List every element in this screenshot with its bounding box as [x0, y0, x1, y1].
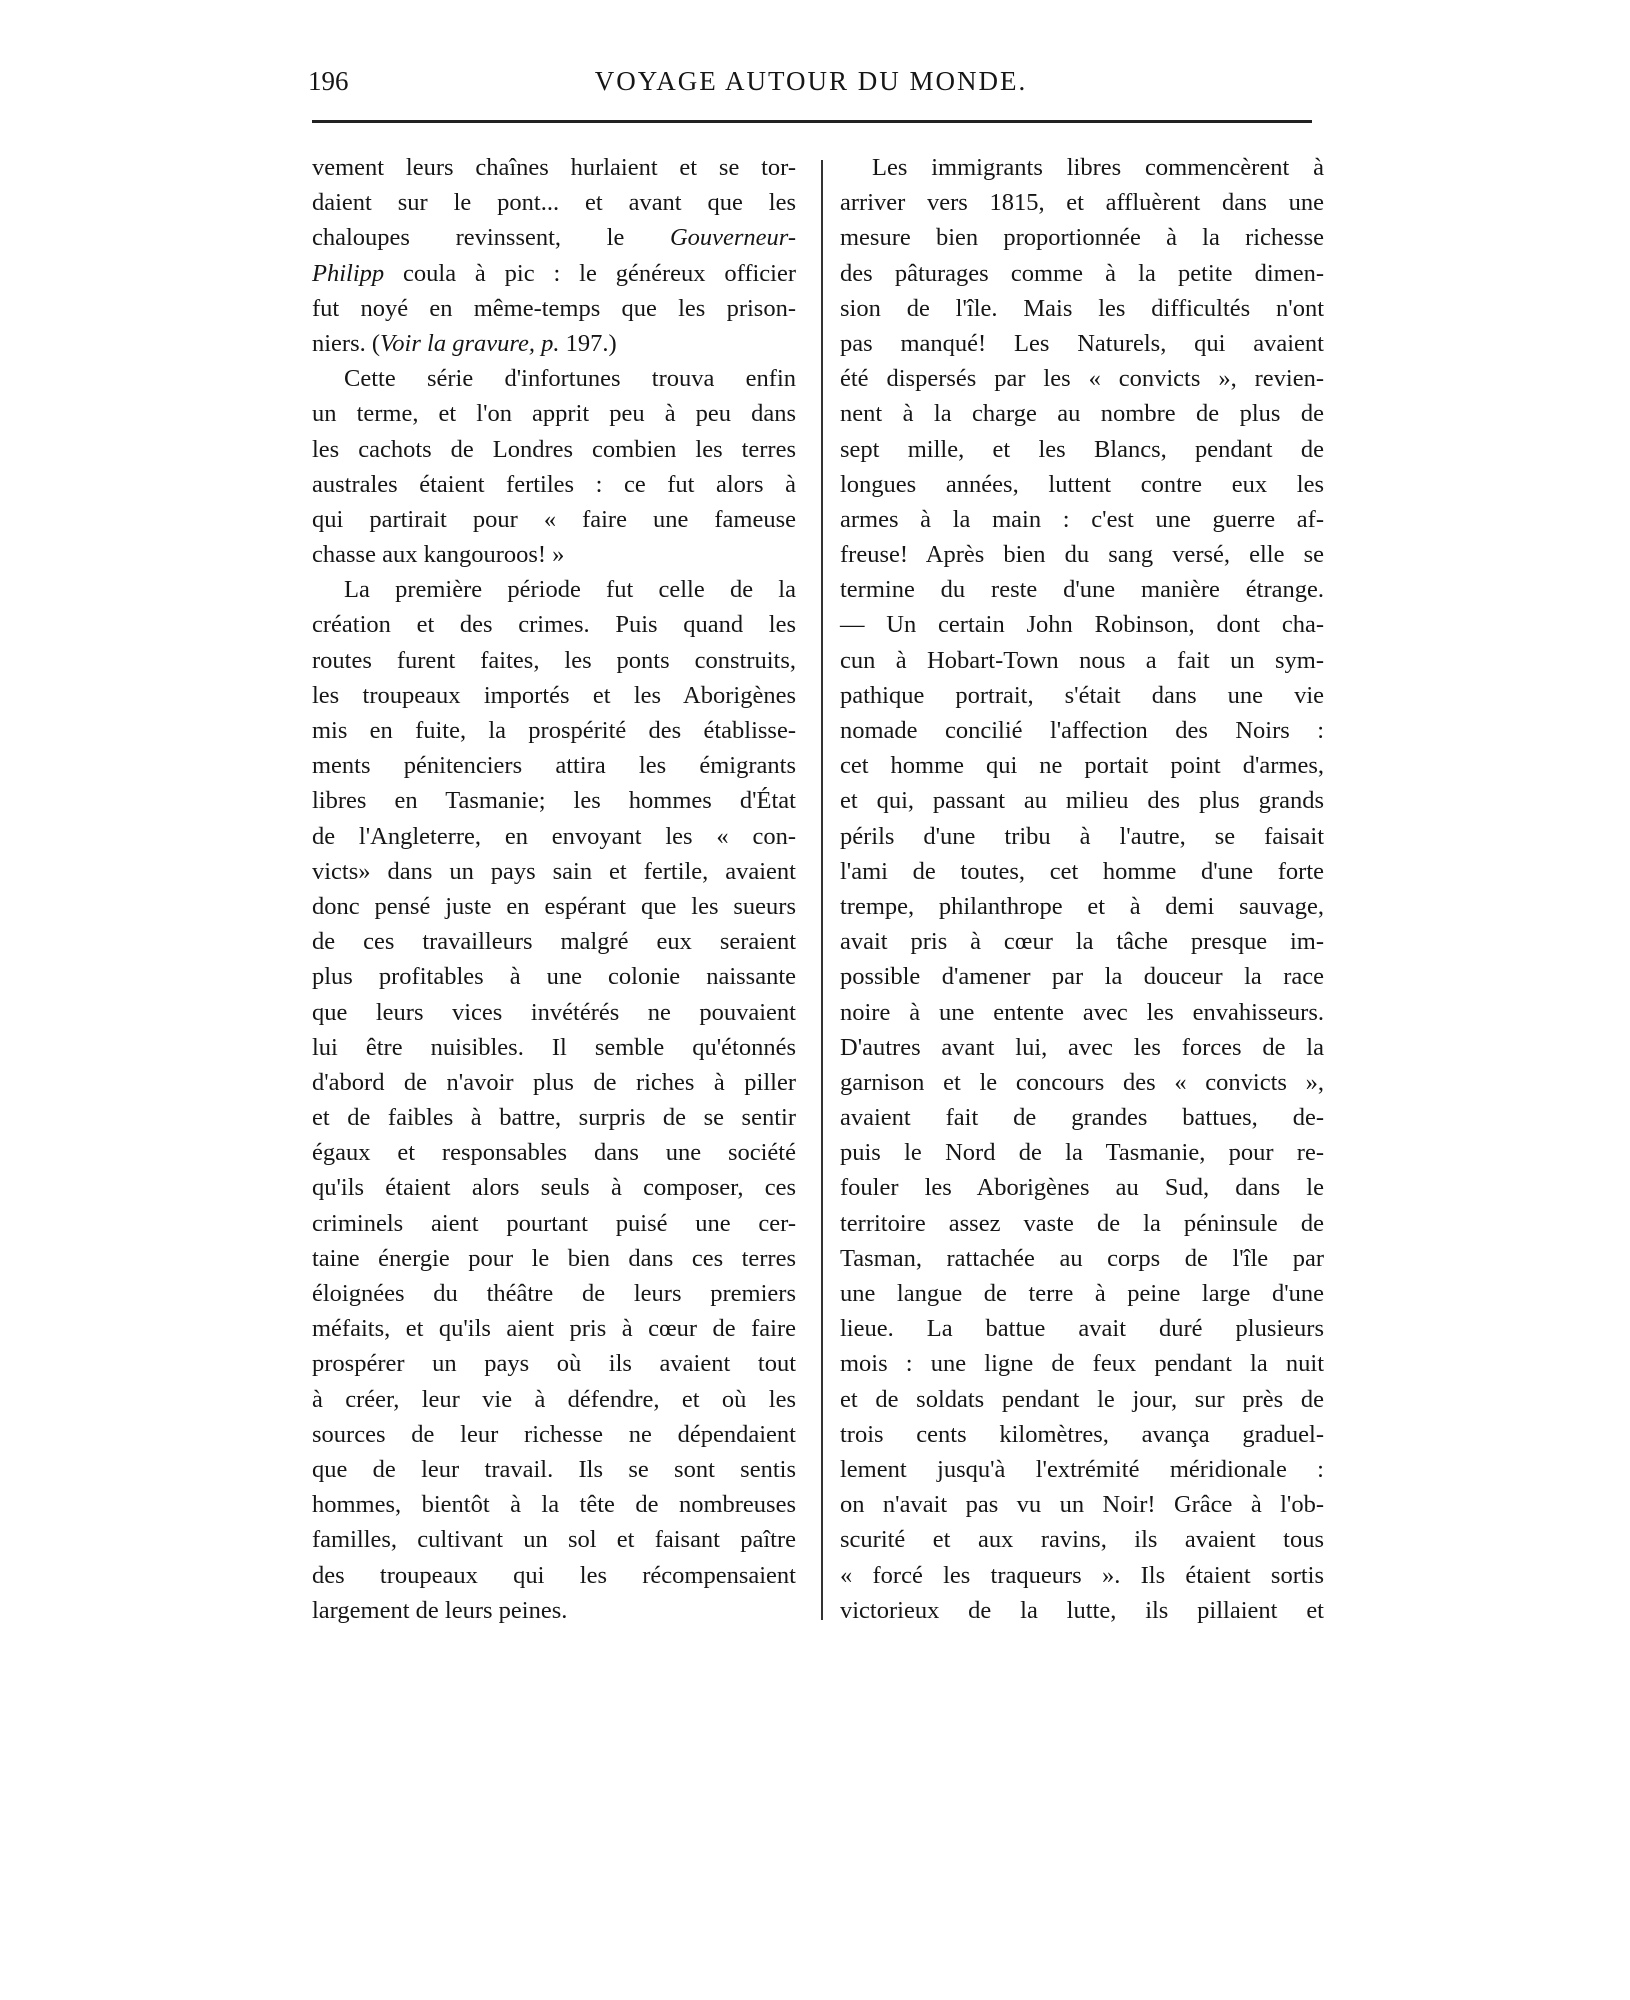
text-segment: lui être nuisibles. Il semble qu'étonnés [312, 1033, 796, 1061]
text-line [840, 889, 1324, 924]
text-segment: libres en Tasmanie; les hommes d'État [312, 787, 796, 815]
left-column [312, 150, 796, 1628]
text-segment: D'autres avant lui, avec les forces de la [840, 1033, 1324, 1061]
text-segment: Tasman, rattachée au corps de l'île par [840, 1244, 1324, 1272]
text-line [312, 1452, 796, 1487]
text-segment: qu'ils étaient alors seuls à composer, ces [312, 1174, 796, 1202]
text-line [312, 1382, 796, 1417]
text-line [840, 537, 1324, 572]
text-line [312, 1170, 796, 1205]
text-line [312, 467, 796, 502]
text-line [840, 1452, 1324, 1487]
text-segment: nomade concilié l'affection des Noirs : [840, 717, 1324, 744]
text-segment: et de faibles à battre, surpris de se sentir [312, 1104, 796, 1132]
text-line [312, 185, 796, 220]
text-segment: avait pris à cœur la tâche presque im- [840, 928, 1324, 956]
text-line [840, 467, 1324, 502]
text-segment: que leurs vices invétérés ne pouvaient [312, 998, 796, 1026]
text-segment: « forcé les traqueurs ». Ils étaient sortis [840, 1561, 1324, 1589]
text-line [312, 572, 796, 607]
text-segment: chasse aux kangouroos! » [312, 541, 565, 569]
text-segment: lement jusqu'à l'extrémité méridionale : [840, 1455, 1324, 1483]
header-rule [312, 120, 1312, 123]
text-segment: puis le Nord de la Tasmanie, pour re- [840, 1139, 1324, 1167]
text-segment: prospérer un pays où ils avaient tout [312, 1350, 796, 1378]
text-line [312, 396, 796, 431]
text-segment: des pâturages comme à la petite dimen- [840, 259, 1324, 287]
text-line [312, 607, 796, 642]
text-segment: que de leur travail. Ils se sont sentis [312, 1455, 796, 1483]
text-line [312, 643, 796, 678]
text-segment: hommes, bientôt à la tête de nombreuses [312, 1491, 796, 1519]
text-segment: routes furent faites, les ponts construits, [312, 646, 796, 674]
text-line [312, 1030, 796, 1065]
text-segment: plus profitables à une colonie naissante [312, 963, 796, 991]
text-segment: scurité et aux ravins, ils avaient tous [840, 1526, 1324, 1554]
text-line [312, 819, 796, 854]
text-segment: une langue de terre à peine large d'une [840, 1280, 1324, 1307]
text-segment: chaloupes revinssent, le [312, 224, 670, 252]
text-segment: criminels aient pourtant puisé une cer- [312, 1209, 796, 1237]
text-line [312, 1522, 796, 1557]
text-segment: pas manqué! Les Naturels, qui avaient [840, 329, 1324, 357]
text-line [312, 326, 796, 361]
text-line [840, 1206, 1324, 1241]
text-segment: lieue. La battue avait duré plusieurs [840, 1315, 1324, 1343]
text-line [312, 1241, 796, 1276]
running-title [0, 66, 1630, 97]
text-line [312, 995, 796, 1030]
text-segment: à créer, leur vie à défendre, et où les [312, 1385, 796, 1413]
text-line [312, 1276, 796, 1311]
text-segment: cun à Hobart-Town nous a fait un sym- [840, 646, 1324, 674]
text-line [312, 1065, 796, 1100]
text-line [840, 783, 1324, 818]
text-segment: des troupeaux qui les récompensaient [312, 1561, 796, 1589]
text-segment: et qui, passant au milieu des plus grands [840, 787, 1324, 815]
text-line [840, 959, 1324, 994]
text-line [312, 713, 796, 748]
text-line [312, 678, 796, 713]
text-line [840, 1135, 1324, 1170]
column-divider [821, 160, 823, 1620]
text-line [840, 185, 1324, 220]
text-segment: on n'avait pas vu un Noir! Grâce à l'ob- [840, 1491, 1324, 1519]
text-segment: niers. ( [312, 329, 381, 357]
text-line [840, 502, 1324, 537]
text-segment: largement de leurs peines. [312, 1596, 568, 1624]
text-line [840, 256, 1324, 291]
text-segment: sources de leur richesse ne dépendaient [312, 1420, 796, 1448]
text-segment: arriver vers 1815, et affluèrent dans une [840, 189, 1324, 217]
text-line [312, 1206, 796, 1241]
text-segment: mesure bien proportionnée à la richesse [840, 224, 1324, 252]
text-segment: La première période fut celle de la [344, 576, 796, 604]
text-segment: pathique portrait, s'était dans une vie [840, 681, 1324, 709]
text-line [312, 1487, 796, 1522]
text-line [312, 291, 796, 326]
text-line [840, 643, 1324, 678]
text-segment: les troupeaux importés et les Aborigènes [312, 681, 796, 709]
text-line [840, 748, 1324, 783]
text-line [840, 1276, 1324, 1311]
text-segment: sept mille, et les Blancs, pendant de [840, 435, 1324, 463]
text-segment: fouler les Aborigènes au Sud, dans le [840, 1174, 1324, 1202]
text-segment: — Un certain John Robinson, dont cha- [840, 611, 1324, 639]
text-segment: daient sur le pont... et avant que les [312, 189, 796, 217]
text-segment: garnison et le concours des « convicts », [840, 1068, 1324, 1096]
text-line [840, 1241, 1324, 1276]
text-segment: australes étaient fertiles : ce fut alors à [312, 470, 796, 498]
text-segment: Cette série d'infortunes trouva enfin [344, 365, 796, 393]
text-segment: trempe, philanthrope et à demi sauvage, [840, 892, 1324, 920]
text-segment: taine énergie pour le bien dans ces terres [312, 1244, 796, 1272]
text-line [840, 819, 1324, 854]
text-segment: termine du reste d'une manière étrange. [840, 576, 1324, 604]
text-line [312, 783, 796, 818]
text-segment: coula à pic : le généreux officier [384, 259, 796, 287]
text-line [840, 1030, 1324, 1065]
text-line [840, 607, 1324, 642]
text-line [312, 361, 796, 396]
text-line [312, 889, 796, 924]
text-line [312, 256, 796, 291]
text-line [840, 326, 1324, 361]
text-segment: été dispersés par les « convicts », revien- [840, 365, 1324, 393]
text-segment: l'ami de toutes, cet homme d'une forte [840, 857, 1324, 885]
text-segment: cet homme qui ne portait point d'armes, [840, 752, 1324, 780]
text-segment: éloignées du théâtre de leurs premiers [312, 1280, 796, 1307]
text-line [312, 1135, 796, 1170]
text-segment: de l'Angleterre, en envoyant les « con- [312, 822, 796, 850]
text-segment: territoire assez vaste de la péninsule de [840, 1209, 1324, 1237]
right-column [840, 150, 1324, 1628]
text-segment: mis en fuite, la prospérité des établisse- [312, 717, 796, 744]
text-line [840, 678, 1324, 713]
text-segment: possible d'amener par la douceur la race [840, 963, 1324, 991]
text-segment: freuse! Après bien du sang versé, elle se [840, 541, 1324, 569]
text-line [840, 1170, 1324, 1205]
italic-text: Philipp [312, 259, 385, 287]
text-segment: vement leurs chaînes hurlaient et se tor- [312, 154, 796, 181]
text-segment: 197.) [559, 329, 617, 357]
text-line [840, 1346, 1324, 1381]
text-segment: victorieux de la lutte, ils pillaient et [840, 1596, 1324, 1624]
text-line [840, 1593, 1324, 1628]
text-line [840, 432, 1324, 467]
text-line [312, 1311, 796, 1346]
text-segment: de ces travailleurs malgré eux seraient [312, 928, 796, 956]
text-segment: les cachots de Londres combien les terres [312, 435, 796, 463]
text-segment: trois cents kilomètres, avança graduel- [840, 1420, 1324, 1448]
text-line [840, 220, 1324, 255]
text-segment: Les immigrants libres commencèrent à [872, 154, 1324, 181]
text-line [312, 432, 796, 467]
text-line [840, 572, 1324, 607]
text-line [312, 1346, 796, 1381]
text-segment: noire à une entente avec les envahisseurs. [840, 998, 1324, 1026]
text-line [840, 291, 1324, 326]
text-line [312, 150, 796, 185]
text-line [840, 713, 1324, 748]
text-segment: un terme, et l'on apprit peu à peu dans [312, 400, 796, 428]
text-line [312, 854, 796, 889]
page-number: 196 [308, 66, 349, 96]
text-line [312, 924, 796, 959]
text-line [840, 361, 1324, 396]
text-line [840, 995, 1324, 1030]
text-line [312, 748, 796, 783]
text-line [840, 1311, 1324, 1346]
text-line [840, 1487, 1324, 1522]
text-segment: et de soldats pendant le jour, sur près de [840, 1385, 1324, 1413]
text-line [312, 1593, 796, 1628]
text-segment: sion de l'île. Mais les difficultés n'ont [840, 294, 1324, 322]
text-line [840, 1100, 1324, 1135]
text-segment: familles, cultivant un sol et faisant paître [312, 1526, 796, 1554]
text-line [840, 1522, 1324, 1557]
text-segment: qui partirait pour « faire une fameuse [312, 505, 796, 533]
italic-text: Voir la gravure, p. [380, 329, 560, 357]
italic-text: Gouverneur- [669, 224, 796, 252]
text-segment: donc pensé juste en espérant que les sueurs [312, 892, 796, 920]
text-segment: ments pénitenciers attira les émigrants [312, 752, 796, 780]
text-segment: avaient fait de grandes battues, de- [840, 1104, 1324, 1132]
text-line [312, 959, 796, 994]
text-line [840, 1065, 1324, 1100]
text-line [312, 502, 796, 537]
text-segment: mois : une ligne de feux pendant la nuit [840, 1350, 1324, 1378]
text-segment: d'abord de n'avoir plus de riches à piller [312, 1068, 796, 1096]
text-line [312, 220, 796, 255]
text-segment: longues années, luttent contre eux les [840, 470, 1324, 498]
text-line [840, 1417, 1324, 1452]
text-line [312, 1558, 796, 1593]
text-line [840, 1558, 1324, 1593]
text-line [312, 537, 796, 572]
text-segment: méfaits, et qu'ils aient pris à cœur de faire [312, 1315, 796, 1343]
text-segment: périls d'une tribu à l'autre, se faisait [840, 822, 1324, 850]
text-line [312, 1100, 796, 1135]
text-segment: fut noyé en même-temps que les prison- [312, 294, 796, 322]
text-line [840, 150, 1324, 185]
text-line [840, 854, 1324, 889]
text-segment: victs» dans un pays sain et fertile, avaient [312, 857, 796, 885]
text-segment: armes à la main : c'est une guerre af- [840, 505, 1324, 533]
text-line [840, 1382, 1324, 1417]
text-line [840, 924, 1324, 959]
running-title-text: VOYAGE AUTOUR DU MONDE. [594, 66, 1028, 96]
text-line [312, 1417, 796, 1452]
text-segment: création et des crimes. Puis quand les [312, 611, 796, 639]
text-segment: nent à la charge au nombre de plus de [840, 400, 1324, 428]
text-segment: égaux et responsables dans une société [312, 1139, 796, 1167]
text-line [840, 396, 1324, 431]
